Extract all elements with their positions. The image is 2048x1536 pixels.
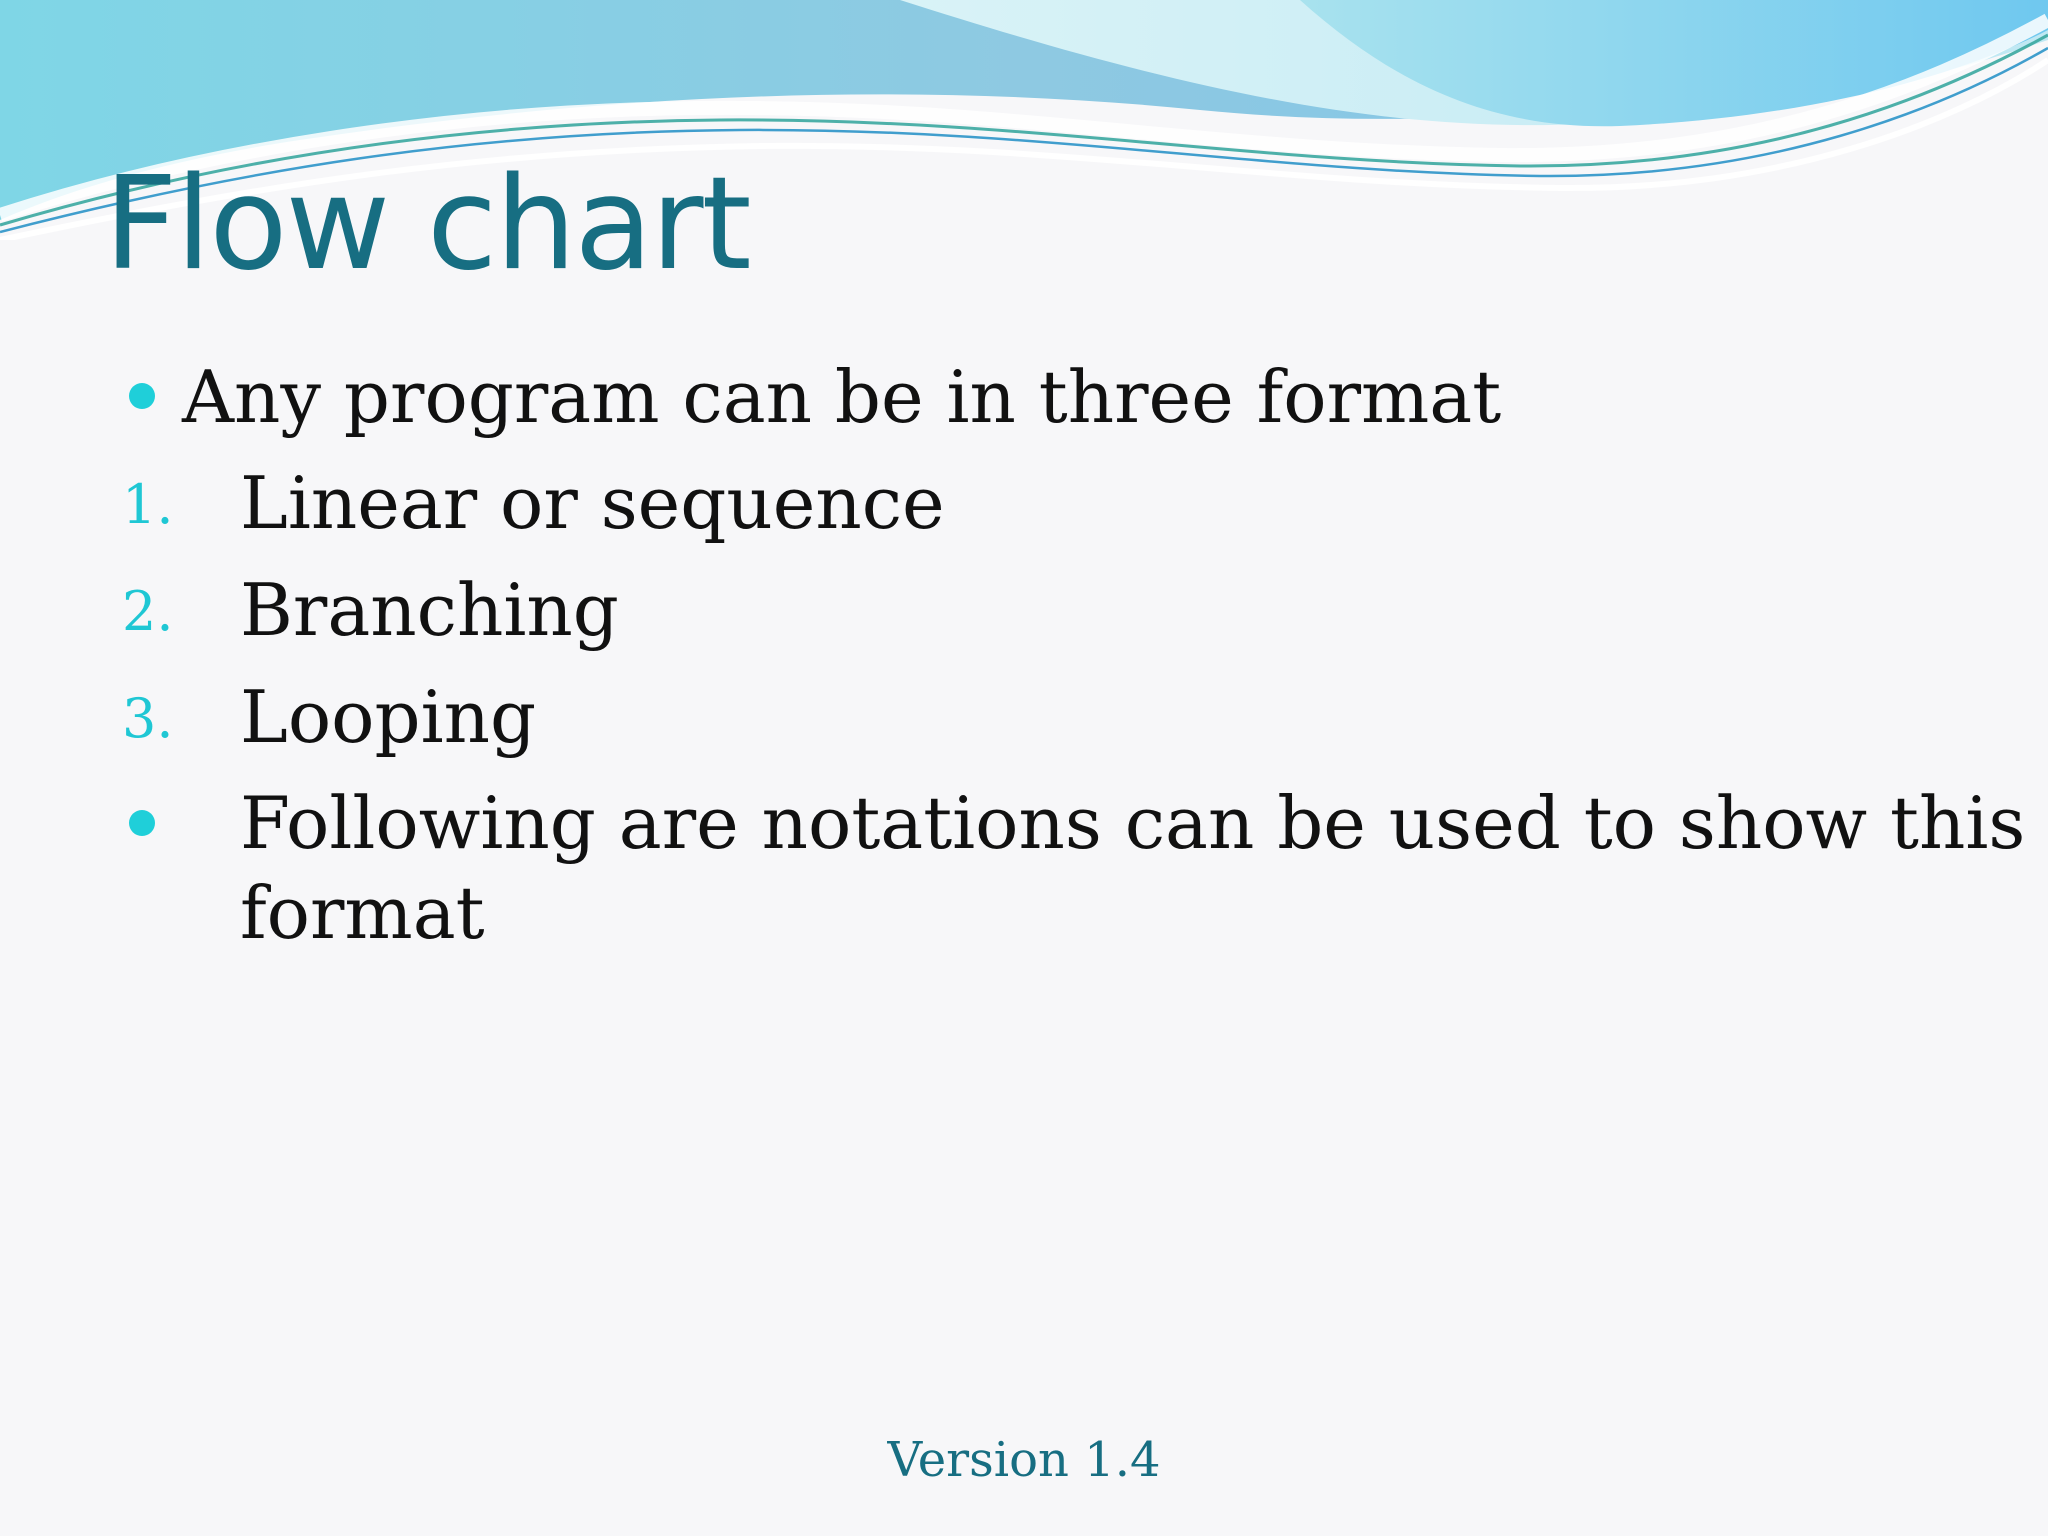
list-number-3: 3.	[122, 687, 174, 750]
list-number-2: 2.	[122, 580, 174, 643]
bullet-dot-icon	[129, 383, 155, 409]
bullet-following-line-2: format	[240, 871, 485, 955]
list-item-2: Branching	[240, 568, 619, 652]
list-item-3: Looping	[240, 675, 537, 759]
bullet-following-line-1: Following are notations can be used to show this	[240, 781, 2026, 865]
bullet-dot-icon	[129, 810, 155, 836]
slide-footer-version: Version 1.4	[887, 1432, 1161, 1488]
slide-title: Flow chart	[104, 150, 750, 299]
list-number-1: 1.	[122, 473, 174, 536]
bullet-intro-text: Any program can be in three format	[182, 355, 1502, 439]
list-item-1: Linear or sequence	[240, 461, 945, 545]
